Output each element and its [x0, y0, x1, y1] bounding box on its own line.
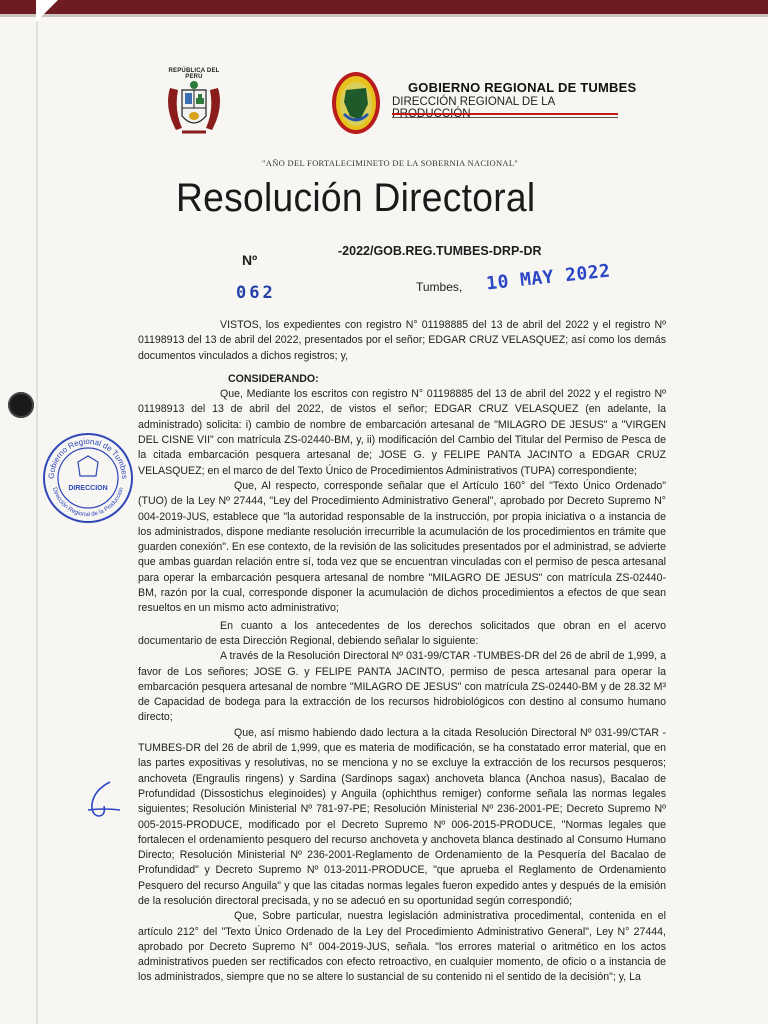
tumbes-emblem-icon: [330, 70, 382, 136]
stamp-seal-icon: [42, 432, 134, 524]
document-title: Resolución Directoral: [176, 176, 536, 220]
handwritten-number: 062: [236, 283, 276, 303]
year-motto: "AÑO DEL FORTALECIMINETO DE LA SOBERNIA NACIONAL": [262, 158, 519, 168]
tumbes-region-logo: [330, 70, 382, 136]
peru-caption: REPÚBLICA DEL PERÚ: [168, 68, 220, 80]
considerando-heading: CONSIDERANDO:: [228, 372, 319, 385]
header-gray-rule: [392, 117, 618, 118]
antecedentes-paragraph: A través de la Resolución Directoral Nº 031-99/CTAR -TUMBES-DR del 26 de abril de 1,999, a favor de Los señores; JOSE G. y FELIPE PANTA JACINTO, permiso de pesca artesanal para operar la embarcación pesquera artesanal de nombre "MILAGRO DE JESUS" con matrícula ZS-02440-BM y de 28.32 M³ de Capacidad de bodega para la extracción de los recursos hidrobiológicos con destino al consumo humano directo;: [138, 650, 666, 724]
considerando-paragraph-1: Que, Mediante los escritos con registro N° 01198885 del 13 de abril del 2022 y el registro Nº 01198913 del 13 de abril del 2022, de vistos el señor; EDGAR CRUZ VELASQUEZ (en adelante, la administrado) solicita: i) cambio de nombre de embarcación artesanal de "MILAGRO DE JESUS" a "VIRGEN DEL CISNE VII" con matrícula ZS-02440-BM, y, ii) modificación del Cambio del Titular del Permiso de Pesca de la citada embarcación pesquera artesanal de; JOSE G. y FELIPE PANTA JACINTO a EDGAR CRUZ VELASQUEZ; en el marco de del Texto Único de Procedimientos Administrativos (TUPA) correspondiente;: [138, 388, 666, 477]
binder-hole: [8, 392, 34, 418]
vistos-paragraph: VISTOS, los expedientes con registro N° 01198885 del 13 de abril del 2022 y el registro Nº 01198913 del 13 de abril del 2022, presentados por el señor; EDGAR CRUZ VELASQUEZ; así como los demás documentos vinculados a dichos registros; y,: [138, 319, 666, 362]
resolution-code: -2022/GOB.REG.TUMBES-DRP-DR: [338, 244, 542, 258]
page-fold-line: [36, 0, 38, 1024]
header-red-rule: [392, 113, 618, 115]
considerando-paragraph-2: Que, Al respecto, corresponde señalar que el Artículo 160° del "Texto Único Ordenado" (TUO) de la Ley Nº 27444, "Ley del Procedimiento Administrativo General", aprobado por Decreto Supremo N° 004-2019-JUS, establece que "la autoridad responsable de la instrucción, por propia iniciativa o a instancia de los administrados, dispone mediante resolución irrecurrible la acumulación de los procedimientos en trámite que guarden conexión". En ese contexto, de la revisión de las solicitudes presentados por el administrad, se advierte que ambas guardan relación entre sí, toda vez que se encuentran vinculadas con el permiso de pesca artesanal para operar la embarcación pesquera artesanal de nombre "MILAGRO DE JESUS" con matrícula ZS-02440-BM, razón por la cual, corresponde disponer la acumulación de dichos procedimientos a efectos de que sean resueltos en un mismo acto administrativo;: [138, 479, 666, 615]
direction-title: DIRECCIÓN REGIONAL DE LA: [392, 96, 555, 108]
folded-corner: [36, 0, 58, 22]
margin-initial-signature: [84, 780, 124, 824]
resolution-body: [138, 318, 666, 986]
government-title: GOBIERNO REGIONAL DE TUMBES: [408, 80, 637, 95]
number-label: Nº: [242, 252, 258, 268]
official-stamp: [42, 432, 134, 524]
stamp-bottom-text: Dirección Regional de la Producción: [50, 486, 126, 519]
svg-text:DIRECCION: DIRECCION: [68, 485, 108, 492]
antecedentes-intro: En cuanto a los antecedentes de los derechos solicitados que obran en el acervo documentario de esta Dirección Regional, debiendo señalar lo siguiente:: [138, 619, 666, 647]
legislacion-paragraph: Que, Sobre particular, nuestra legislación administrativa procedimental, contenida en el artículo 212° del "Texto Único Ordenado de la Ley del Procedimiento Administrativo General", Ley N° 27444, aprobado por Decreto Supremo N° 004-2019-JUS, señala. "los errores material o aritmético en los actos administrativos pueden ser rectificados con efecto retroactivo, en cualquier momento, de oficio o a instancia de los administrados, siempre que no se altere lo sustancial de su contenido ni el sentido de la decisión"; y, La: [138, 910, 666, 984]
top-band-shadow: [0, 14, 768, 17]
peru-coat-of-arms-logo: [160, 68, 228, 142]
signature-mark-icon: [84, 780, 124, 824]
stamp-top-text: Gobierno Regional de Tumbes: [46, 436, 130, 480]
error-material-paragraph: Que, así mismo habiendo dado lectura a la citada Resolución Directoral Nº 031-99/CTAR - TUMBES-DR del 26 de abril de 1,999, que es materia de modificación, se ha constatado error material, que en las partes expositivas y resolutivas, no se menciona y no se excluye la extracción de los recursos pesqueros; anchoveta (Engraulis ringens) y Sardina (Sardinops sagax) anchoveta blanca (Anchoa nasus), Bacalao de Profundidad (Dissostichus eleginoides) y Anguila (ophichthus remiger) conforme señala las normas legales siguientes; Resolución Ministerial Nº 781-97-PE; Resolución Ministerial Nº 236-2001-PE; Decreto Supremo Nº 005-2015-PRODUCE, modificado por el Decreto Supremo Nº 006-2015-PRODUCE, "Normas legales que fortalecen el ordenamiento pesquero del recurso anchoveta y anchoveta blanca destinado al Consumo Humano Directo; Resolución Ministerial Nº 236-2001-Reglamento de Ordenamiento de la Pesquería del Bacalao de Profundidad" y Decreto Supremo Nº 013-2011-PRODUCE, "que aprueba el Reglamento de Ordenamiento Pesquero del recurso Anguila" y que las citadas normas legales fueron expedido antes y después de la emisión de la resolución directoral precisada, y no se adecuó en su oportunidad según correspondió;: [138, 726, 666, 907]
city-label: Tumbes,: [416, 280, 463, 294]
top-dark-band: [0, 0, 768, 14]
date-stamp: 10 MAY 2022: [485, 260, 612, 295]
